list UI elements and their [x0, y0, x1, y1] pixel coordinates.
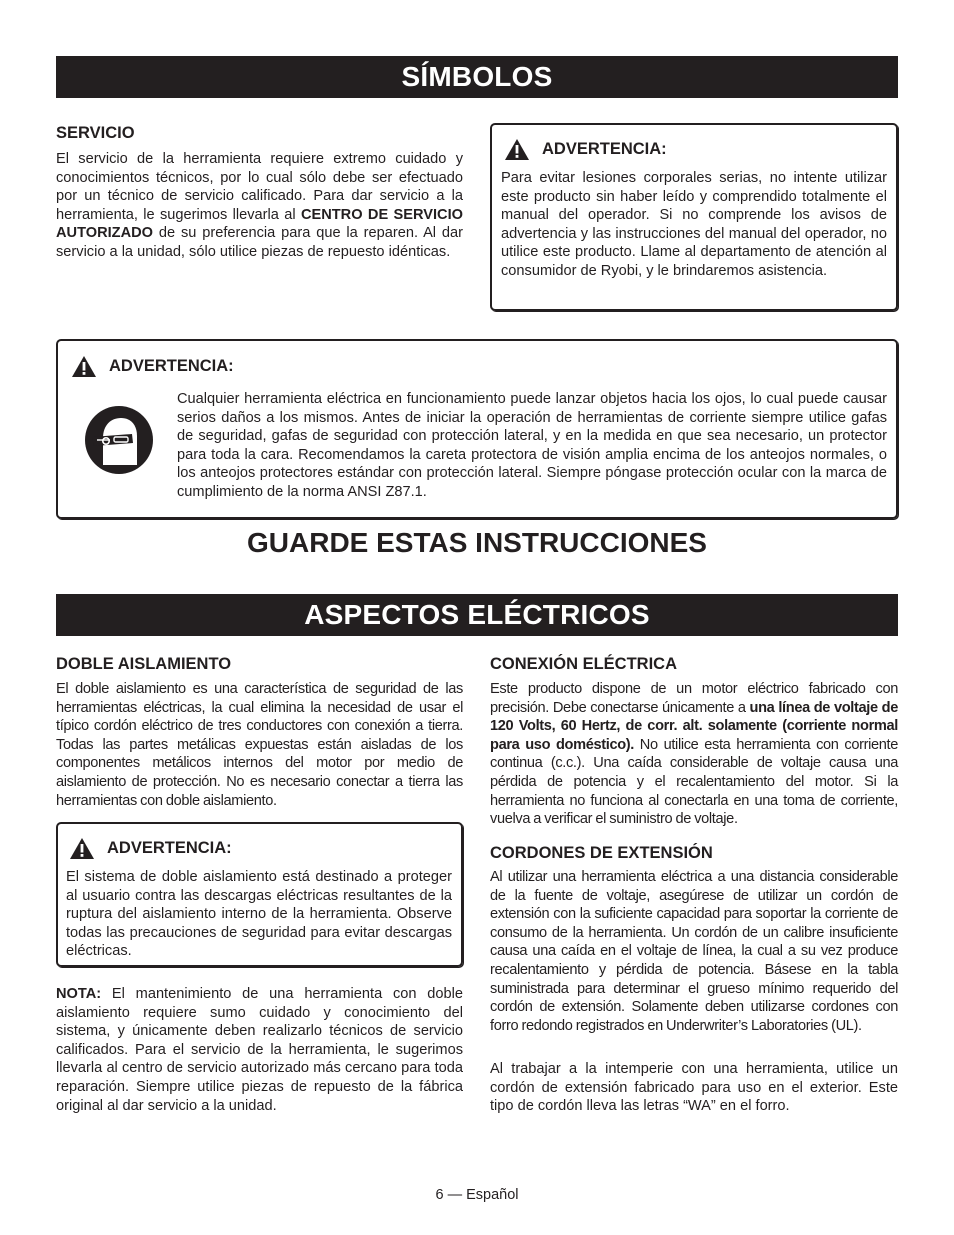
doble-heading: DOBLE AISLAMIENTO: [56, 655, 232, 673]
conexion-heading: CONEXIÓN ELÉCTRICA: [490, 655, 678, 673]
warning-box-eye: [56, 339, 898, 519]
warning-triangle-icon: [71, 355, 97, 378]
simbolos-title: SÍMBOLOS: [401, 61, 553, 92]
warning-box-top: [490, 123, 898, 311]
eye-protection-icon: [84, 405, 154, 475]
warning-header: [69, 837, 232, 860]
warning-header: [504, 138, 667, 161]
warning-header: [71, 355, 234, 378]
warning-label: ADVERTENCIA:: [542, 140, 667, 158]
guarde-heading: GUARDE ESTAS INSTRUCCIONES: [247, 527, 707, 558]
doble-text: El doble aislamiento es una característica de seguridad de las herramientas eléctricas, la cual elimina la necesidad de usar el típico cordón eléctrico de tres conductores con conexión a tierra. Todas las partes metálicas expuestas están aisladas de los componentes metálicos internos del motor por medio de aislamiento de protección. No es necesario conectar a tierra las herramientas con doble aislamiento.: [56, 681, 463, 809]
conexion-text: Este producto dispone de un motor eléctrico fabricado con precisión. Debe conectarse únicamente a una línea de voltaje de 120 Volts, 60 Hertz, de corr. alt. solamente (corriente normal para uso doméstico). No utilice esta herramienta con corriente continua (c.c.). Una caída considerable de voltaje causa una pérdida de potencia y el recalentamiento del motor. Si la herramienta no funciona al conectarla en una toma de corriente, vuelva a verificar el suministro de voltaje.: [490, 681, 899, 828]
warning-eye-text: Cualquier herramienta eléctrica en funcionamiento puede lanzar objetos hacia los ojos, lo cual puede causar serios daños a los mismos. Antes de iniciar la operación de herramientas de corriente siempre utilice gafas de seguridad, gafas de seguridad con protección lateral, y en la medida en que sea necesario, un protector para toda la cara. Recomendamos la careta protectora de visión amplia encima de los anteojos normales, o los anteojos protectores estándar con protección lateral. Siempre póngase protección ocular con la marca de cumplimiento de la norma ANSI Z87.1.: [177, 391, 887, 500]
warning-doble-text: El sistema de doble aislamiento está destinado a proteger al usuario contra las descargas eléctricas resultantes de la ruptura del aislamiento interno de la herramienta. Observe todas las precauciones de seguridad para evitar descargas eléctricas.: [66, 869, 452, 960]
electricos-title: ASPECTOS ELÉCTRICOS: [304, 599, 650, 630]
warning-label: ADVERTENCIA:: [107, 839, 232, 857]
warning-triangle-icon: [504, 138, 530, 161]
cordones-text: Al utilizar una herramienta eléctrica a una distancia considerable de la fuente de voltaje, asegúrese de utilizar un cordón de extensión con la suficiente capacidad para soportar la corriente de consumo de la herramienta. Un cordón de un calibre insuficiente causa una caída en el voltaje de línea, la cual a su vez produce recalentamiento y pérdida de potencia. Básese en la tabla suministrada para determinar el grueso mínimo requerido del cordón de extensión. Solamente deben utilizarse cordones con forro redondo registrados en Underwriter’s Laboratories (UL).: [490, 869, 898, 1034]
servicio-heading: SERVICIO: [56, 124, 135, 142]
cordones-text-2: Al trabajar a la intemperie con una herramienta, utilice un cordón de extensión fabricado para uso en el exterior. Este tipo de cordón lleva las letras “WA” en el forro.: [490, 1061, 898, 1115]
warning-triangle-icon: [69, 837, 95, 860]
electricos-banner: [56, 594, 898, 636]
simbolos-banner: [56, 56, 898, 98]
warning-box-doble: [56, 822, 463, 967]
page-footer: 6 — Español: [435, 1187, 519, 1203]
servicio-text: El servicio de la herramienta requiere extremo cuidado y conocimientos técnicos, por lo cual sólo debe ser efectuado por un técnico de servicio calificado. Para dar servicio a la herramienta, le sugerimos llevarla al CENTRO DE SERVICIO AUTORIZADO de su preferencia para que la reparen. Al dar servicio a la unidad, sólo utilice piezas de repuesto idénticas.: [56, 151, 463, 260]
cordones-heading: CORDONES DE EXTENSIÓN: [490, 844, 713, 862]
warning-top-text: Para evitar lesiones corporales serias, no intente utilizar este producto sin haber leído y comprendido totalmente el manual del operador. Si no comprende los avisos de advertencia y las instrucciones del manual del operador, no utilice este producto. Llame al departamento de atención al consumidor de Ryobi, y le brindaremos asistencia.: [501, 170, 887, 279]
warning-label: ADVERTENCIA:: [109, 357, 234, 375]
nota-text: NOTA: El mantenimiento de una herramienta con doble aislamiento requiere sumo cuidado y conocimiento del sistema, y únicamente deben realizarlo técnicos de servicio calificados. Para el servicio de la herramienta, le sugerimos llevarla al centro de servicio autorizado más cercano para toda reparación. Siempre utilice piezas de repuesto de la fábrica original al dar servicio a la unidad.: [56, 986, 463, 1114]
